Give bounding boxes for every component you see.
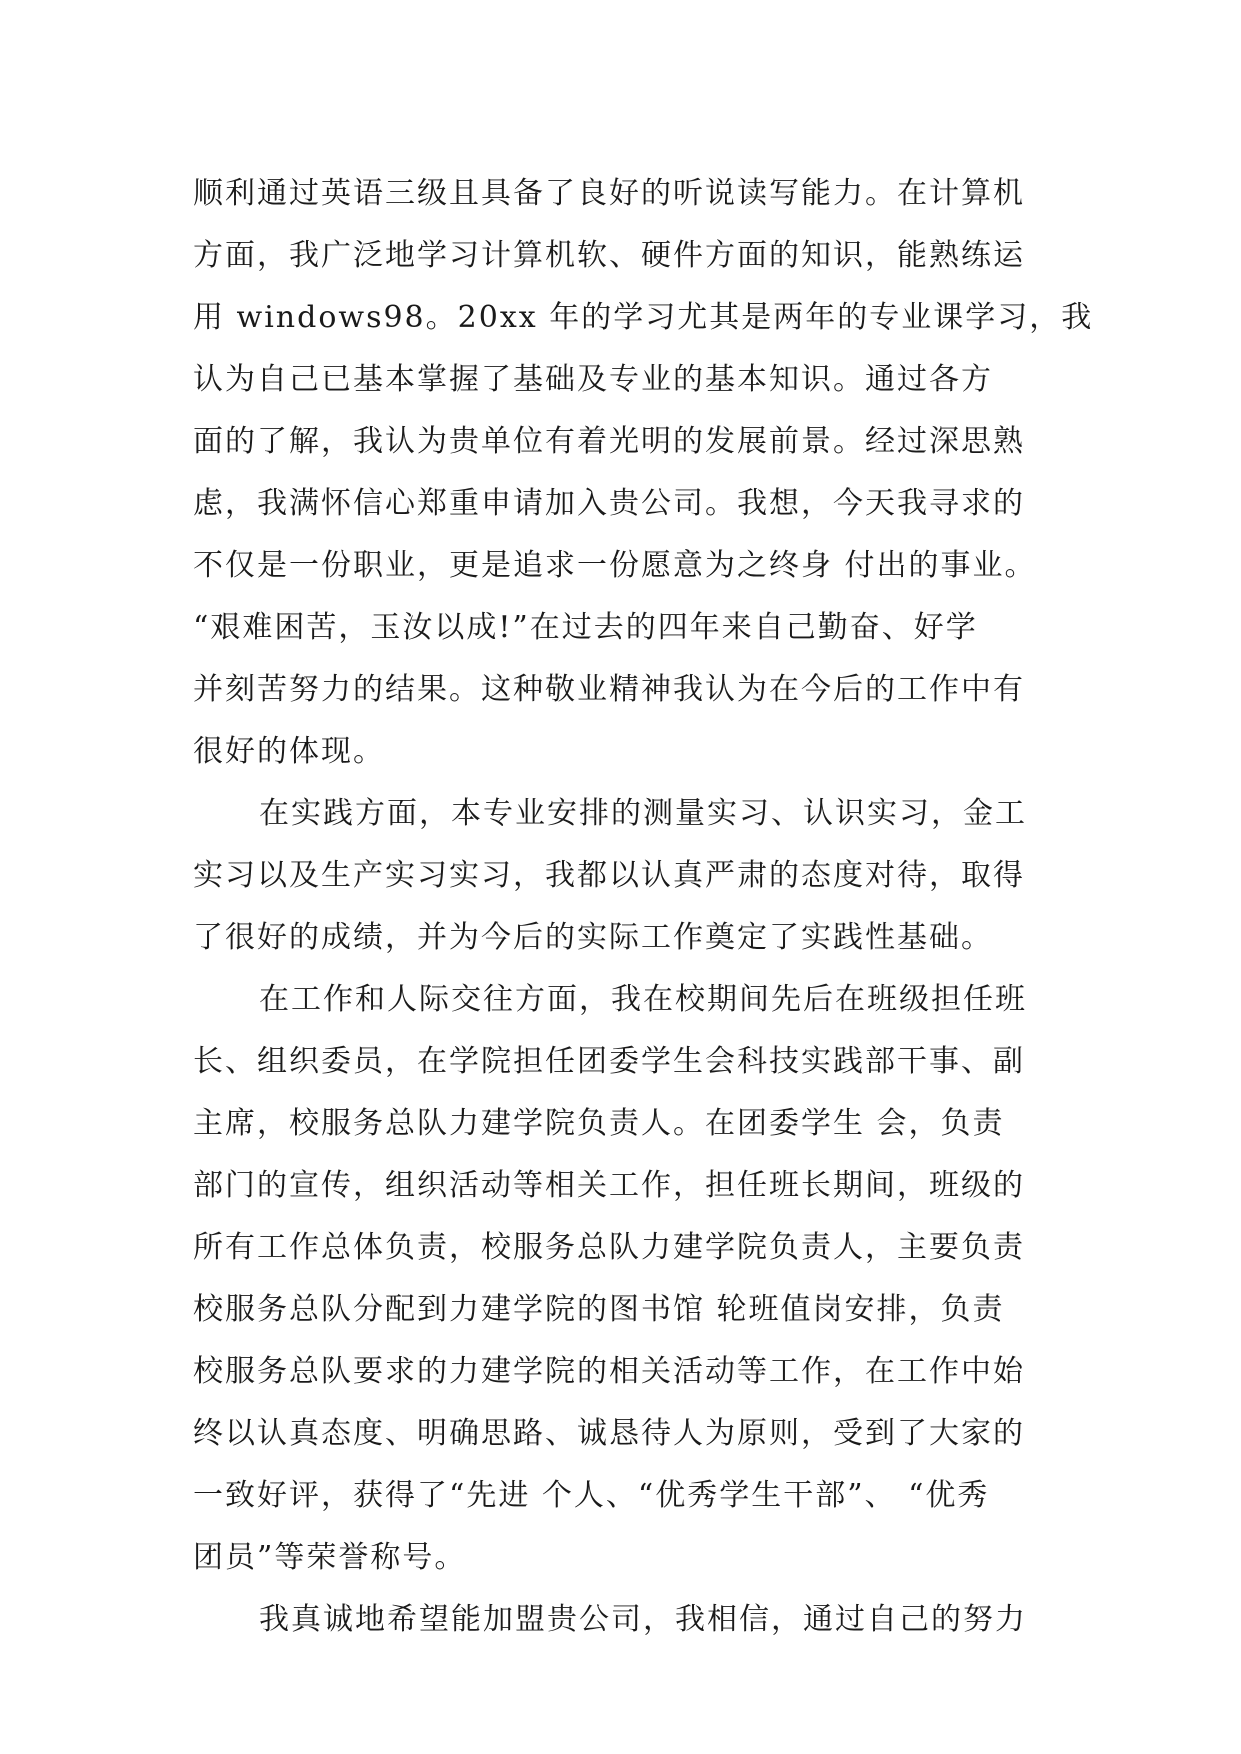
- text-line: 长、组织委员，在学院担任团委学生会科技实践部干事、副: [193, 1044, 1025, 1079]
- text-line: “艰难困苦，玉汝以成!”在过去的四年来自己勤奋、好学: [193, 610, 978, 645]
- document-body: [193, 163, 1094, 1651]
- text-line: 并刻苦努力的结果。这种敬业精神我认为在今后的工作中有: [193, 672, 1025, 707]
- text-line: 实习以及生产实习实习，我都以认真严肃的态度对待，取得: [193, 858, 1025, 893]
- text-line: 虑，我满怀信心郑重申请加入贵公司。我想，今天我寻求的: [193, 486, 1025, 521]
- text-line: 了很好的成绩，并为今后的实际工作奠定了实践性基础。: [193, 920, 993, 955]
- text-line: 顺利通过英语三级且具备了良好的听说读写能力。在计算机: [193, 176, 1025, 211]
- paragraph-first-line: 我真诚地希望能加盟贵公司，我相信，通过自己的努力: [259, 1602, 1027, 1637]
- text-line: 一致好评，获得了“先进 个人、“优秀学生干部”、 “优秀: [193, 1478, 990, 1513]
- text-line: 团员”等荣誉称号。: [193, 1540, 467, 1575]
- paragraph-first-line: 在实践方面，本专业安排的测量实习、认识实习，金工: [259, 796, 1027, 831]
- paragraph-first-line: 在工作和人际交往方面，我在校期间先后在班级担任班: [259, 982, 1027, 1017]
- text-line: 部门的宣传，组织活动等相关工作，担任班长期间，班级的: [193, 1168, 1025, 1203]
- text-line: 主席，校服务总队力建学院负责人。在团委学生 会，负责: [193, 1106, 1005, 1141]
- text-line: 用 windows98。20xx 年的学习尤其是两年的专业课学习，我: [193, 300, 1094, 335]
- text-line: 面的了解，我认为贵单位有着光明的发展前景。经过深思熟: [193, 424, 1025, 459]
- text-line: 校服务总队要求的力建学院的相关活动等工作，在工作中始: [193, 1354, 1025, 1389]
- text-line: 校服务总队分配到力建学院的图书馆 轮班值岗安排，负责: [193, 1292, 1005, 1327]
- text-line: 认为自己已基本掌握了基础及专业的基本知识。通过各方: [193, 362, 993, 397]
- text-line: 所有工作总体负责，校服务总队力建学院负责人，主要负责: [193, 1230, 1025, 1265]
- text-line: 很好的体现。: [193, 734, 385, 769]
- text-line: 终以认真态度、明确思路、诚恳待人为原则，受到了大家的: [193, 1416, 1025, 1451]
- text-line: 方面，我广泛地学习计算机软、硬件方面的知识，能熟练运: [193, 238, 1025, 273]
- text-line: 不仅是一份职业，更是追求一份愿意为之终身 付出的事业。: [193, 548, 1037, 583]
